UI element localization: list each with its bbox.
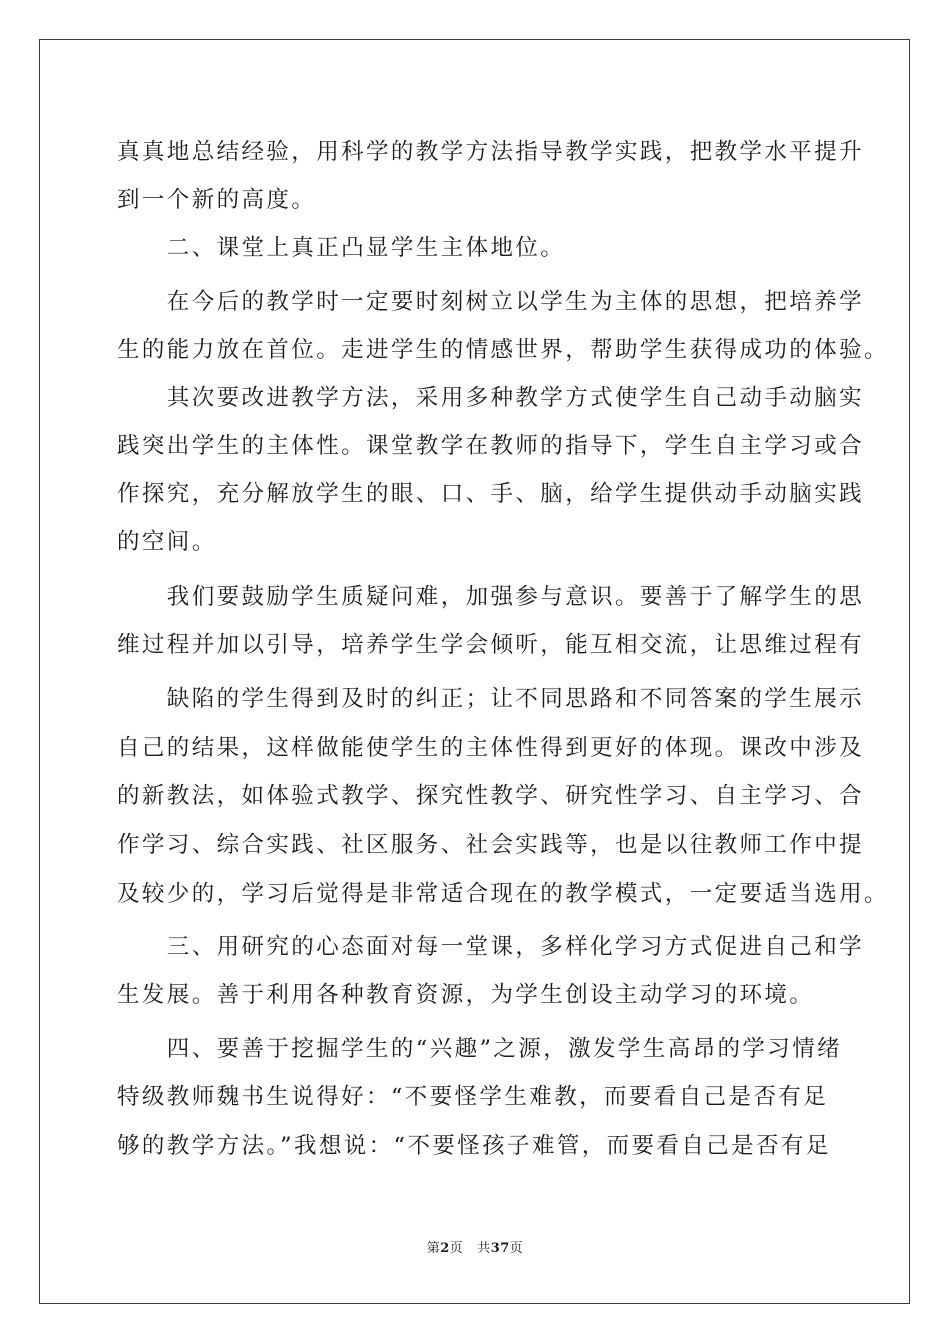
text-line: 及较少的，学习后觉得是非常适合现在的教学模式，一定要适当选用。: [117, 881, 889, 907]
page-border: [39, 39, 910, 1304]
page-number: 2: [440, 1241, 450, 1256]
page-prefix: 第: [426, 1241, 441, 1256]
text-line: 践突出学生的主体性。课堂教学在教师的指导下，学生自主学习或合: [117, 433, 865, 459]
text-line: 生的能力放在首位。走进学生的情感世界，帮助学生获得成功的体验。: [117, 337, 889, 363]
text-line: 真真地总结经验，用科学的教学方法指导教学实践，把教学水平提升: [117, 139, 865, 165]
section-heading: 四、要善于挖掘学生的“兴趣”之源，激发学生高昂的学习情绪: [117, 1036, 843, 1062]
total-pages: 37: [490, 1241, 510, 1256]
text-line: 特级教师魏书生说得好：“不要怪学生难教，而要看自己是否有足: [117, 1084, 829, 1110]
total-prefix: 共: [477, 1241, 491, 1256]
text-line: 作探究，充分解放学生的眼、口、手、脑，给学生提供动手动脑实践: [117, 481, 865, 507]
text-line: 的新教法，如体验式教学、探究性教学、研究性学习、自主学习、合: [117, 783, 865, 809]
text-line: 到一个新的高度。: [117, 187, 317, 213]
section-heading: 三、用研究的心态面对每一堂课，多样化学习方式促进自己和学: [117, 934, 865, 960]
text-line: 其次要改进教学方法，采用多种教学方式使学生自己动手动脑实: [117, 385, 865, 411]
text-line: 自己的结果，这样做能使学生的主体性得到更好的体现。课改中涉及: [117, 735, 865, 761]
text-line: 在今后的教学时一定要时刻树立以学生为主体的思想，把培养学: [117, 289, 865, 315]
page-suffix: 页: [449, 1241, 464, 1256]
text-line: 够的教学方法。”我想说：“不要怪孩子难管，而要看自己是否有足: [117, 1133, 831, 1159]
text-line: 的空间。: [117, 529, 217, 555]
total-suffix: 页: [509, 1241, 524, 1256]
text-line: 缺陷的学生得到及时的纠正；让不同思路和不同答案的学生展示: [117, 686, 865, 712]
text-line: 维过程并加以引导，培养学生学会倾听，能互相交流，让思维过程有: [117, 632, 865, 658]
page-footer: [0, 1240, 950, 1258]
section-heading: 二、课堂上真正凸显学生主体地位。: [117, 235, 566, 261]
text-line: 生发展。善于利用各种教育资源，为学生创设主动学习的环境。: [117, 982, 815, 1008]
text-line: 作学习、综合实践、社区服务、社会实践等，也是以往教师工作中提: [117, 832, 865, 858]
text-line: 我们要鼓励学生质疑问难，加强参与意识。要善于了解学生的思: [117, 584, 865, 610]
